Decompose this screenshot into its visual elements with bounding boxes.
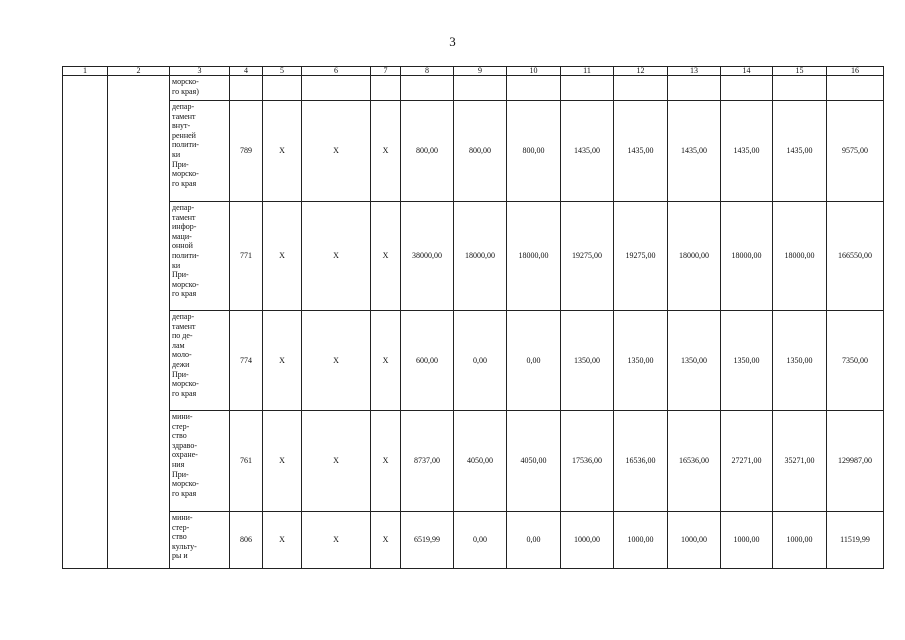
table-cell: 771 (230, 202, 263, 311)
table-cell: 18000,00 (507, 202, 561, 311)
table-cell: 16536,00 (668, 411, 721, 512)
table-cell: 9575,00 (827, 101, 884, 202)
table-cell: 1435,00 (668, 101, 721, 202)
table-row (63, 311, 884, 411)
header-cell: 8 (401, 67, 454, 76)
table-cell: Х (263, 202, 302, 311)
table-row (63, 411, 884, 512)
header-cell: 15 (773, 67, 827, 76)
table-cell: 4050,00 (454, 411, 507, 512)
table-cell: 1350,00 (614, 311, 668, 411)
header-cell: 13 (668, 67, 721, 76)
table-cell: 1000,00 (721, 512, 773, 569)
table-cell: 1350,00 (561, 311, 614, 411)
header-cell: 10 (507, 67, 561, 76)
table-cell: 800,00 (401, 101, 454, 202)
table-cell: 1435,00 (721, 101, 773, 202)
table-cell: 800,00 (507, 101, 561, 202)
table-row (63, 512, 884, 569)
table-cell: Х (263, 411, 302, 512)
table-cell: 600,00 (401, 311, 454, 411)
agency-name-cell: депар- тамент инфор- маци- онной полити- ки При- морско- го края (170, 202, 230, 311)
table-cell: 1000,00 (614, 512, 668, 569)
table-cell: 806 (230, 512, 263, 569)
table-cell: 19275,00 (561, 202, 614, 311)
table-cell: 35271,00 (773, 411, 827, 512)
table-cell (507, 76, 561, 101)
table-cell: 1350,00 (721, 311, 773, 411)
table-row (63, 76, 884, 101)
table-cell: 18000,00 (721, 202, 773, 311)
table-cell: 166550,00 (827, 202, 884, 311)
header-cell: 16 (827, 67, 884, 76)
table-cell: 0,00 (507, 311, 561, 411)
header-cell: 12 (614, 67, 668, 76)
table-cell: Х (302, 202, 371, 311)
header-cell: 6 (302, 67, 371, 76)
agency-name-cell: депар- тамент по де- лам моло- дежи При- морско- го края (170, 311, 230, 411)
table-cell: 6519,99 (401, 512, 454, 569)
table-cell: Х (263, 311, 302, 411)
table-cell (614, 76, 668, 101)
table-cell (773, 76, 827, 101)
table-cell: 0,00 (454, 512, 507, 569)
table-cell: 1000,00 (668, 512, 721, 569)
merged-cell-col1 (63, 76, 108, 569)
table-cell: Х (302, 311, 371, 411)
table-cell: 17536,00 (561, 411, 614, 512)
table-cell: 4050,00 (507, 411, 561, 512)
table-cell: Х (263, 512, 302, 569)
table-row (63, 101, 884, 202)
table-cell (827, 76, 884, 101)
table-cell (454, 76, 507, 101)
table-cell: 800,00 (454, 101, 507, 202)
budget-table (62, 66, 884, 569)
table-row (63, 202, 884, 311)
table-cell: 1000,00 (773, 512, 827, 569)
header-cell: 5 (263, 67, 302, 76)
header-cell: 1 (63, 67, 108, 76)
table-cell: Х (371, 311, 401, 411)
table-cell: 8737,00 (401, 411, 454, 512)
table-cell: 0,00 (454, 311, 507, 411)
table-cell: 7350,00 (827, 311, 884, 411)
table-cell: 129987,00 (827, 411, 884, 512)
table-cell: 18000,00 (454, 202, 507, 311)
table-cell (561, 76, 614, 101)
table-cell: 18000,00 (773, 202, 827, 311)
page-number: 3 (449, 34, 456, 49)
table-cell: 1435,00 (561, 101, 614, 202)
table-cell: Х (371, 512, 401, 569)
table-cell: 761 (230, 411, 263, 512)
agency-name-cell: депар- тамент внут- ренней полити- ки При- морско- го края (170, 101, 230, 202)
table-cell: 11519,99 (827, 512, 884, 569)
header-cell: 7 (371, 67, 401, 76)
header-cell: 3 (170, 67, 230, 76)
header-cell: 9 (454, 67, 507, 76)
header-cell: 11 (561, 67, 614, 76)
header-cell: 4 (230, 67, 263, 76)
header-cell: 14 (721, 67, 773, 76)
table-cell: 789 (230, 101, 263, 202)
header-cell: 2 (108, 67, 170, 76)
table-cell: 774 (230, 311, 263, 411)
table-cell: 18000,00 (668, 202, 721, 311)
table-cell: Х (302, 101, 371, 202)
table-cell (371, 76, 401, 101)
header-row (63, 67, 884, 76)
agency-name-cell: морско- го края) (170, 76, 230, 101)
table-cell: 1350,00 (773, 311, 827, 411)
table-cell: 1435,00 (773, 101, 827, 202)
table-cell: 0,00 (507, 512, 561, 569)
table-cell: Х (302, 512, 371, 569)
table-cell: 16536,00 (614, 411, 668, 512)
table-cell: Х (371, 411, 401, 512)
agency-name-cell: мини- стер- ство здраво- охране- ния При- морско- го края (170, 411, 230, 512)
table-cell (721, 76, 773, 101)
table-cell: Х (371, 202, 401, 311)
table-cell: 27271,00 (721, 411, 773, 512)
table-cell (401, 76, 454, 101)
table-cell: 1350,00 (668, 311, 721, 411)
table-cell: 1435,00 (614, 101, 668, 202)
table-cell (302, 76, 371, 101)
table-cell: 19275,00 (614, 202, 668, 311)
table-cell: Х (263, 101, 302, 202)
table-cell: Х (302, 411, 371, 512)
agency-name-cell: мини- стер- ство культу- ры и (170, 512, 230, 569)
merged-cell-col2 (108, 76, 170, 569)
table-cell (668, 76, 721, 101)
table-cell (230, 76, 263, 101)
table-cell: 1000,00 (561, 512, 614, 569)
table-cell: Х (371, 101, 401, 202)
table-cell (263, 76, 302, 101)
table-cell: 38000,00 (401, 202, 454, 311)
